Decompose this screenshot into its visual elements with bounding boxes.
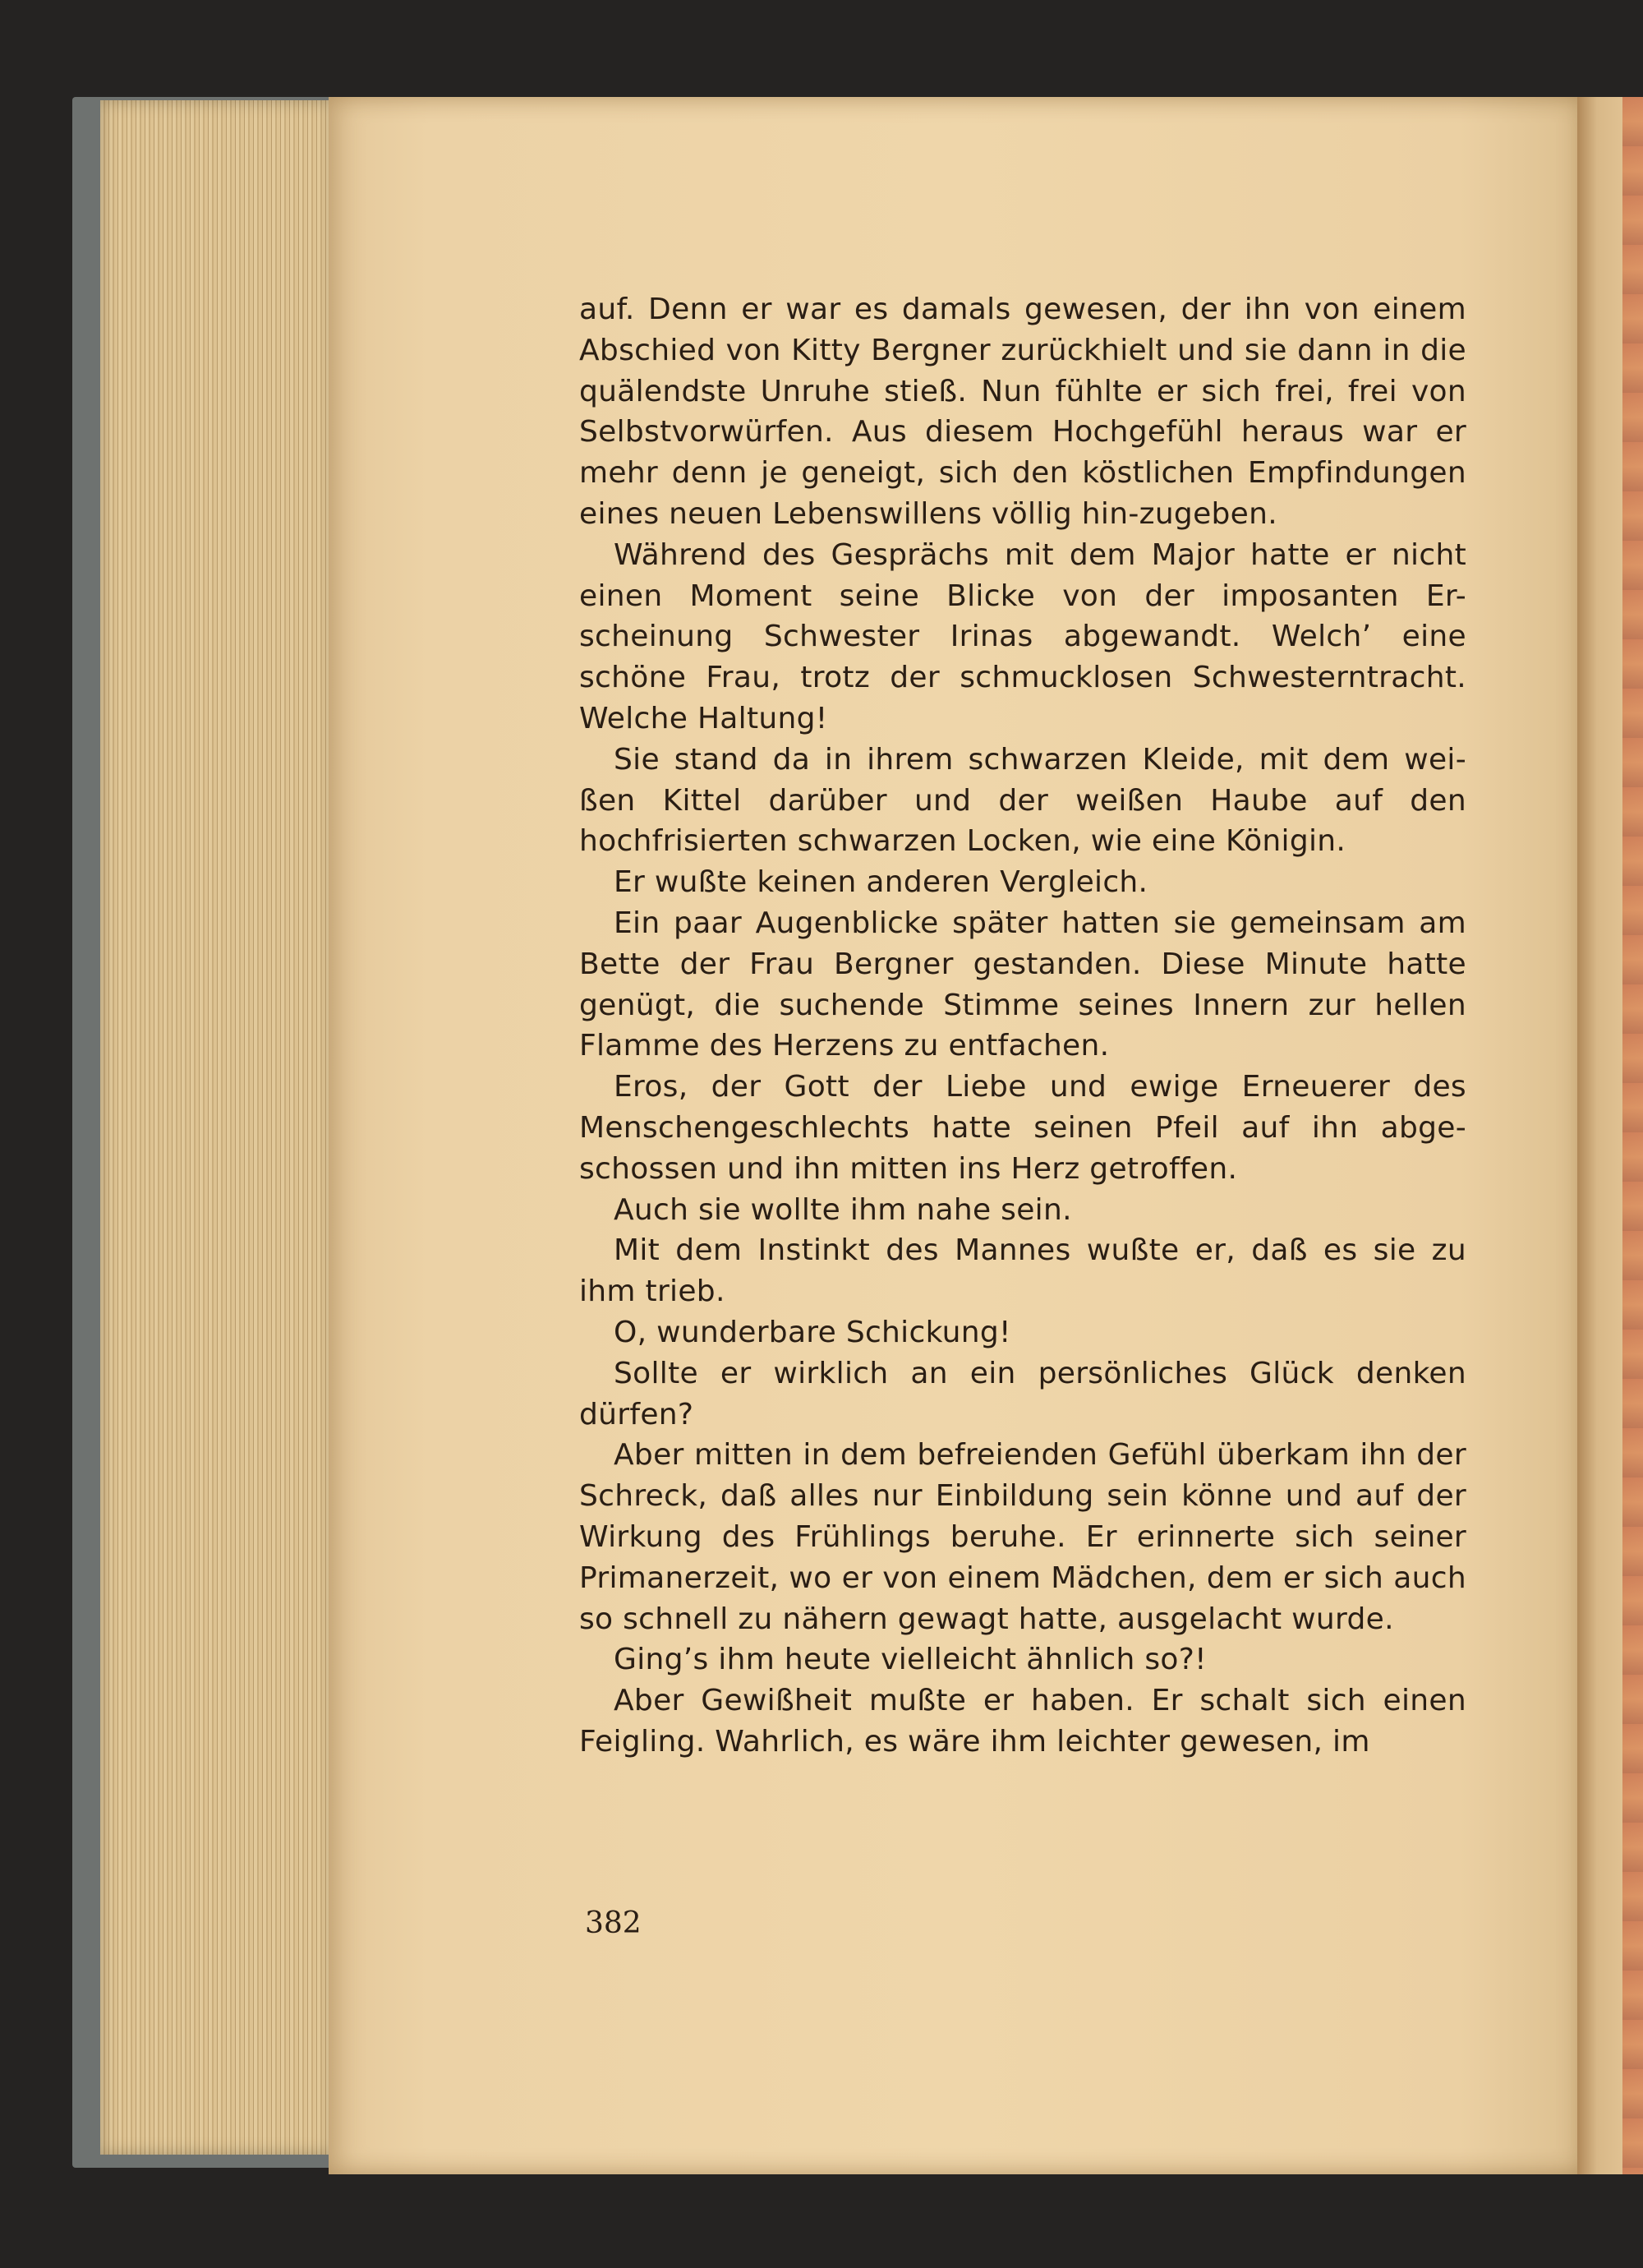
paragraph: Während des Gesprächs mit dem Major hatte er nicht einen Moment seine Blicke von der imposanten Er-scheinung Schwester Irinas abgewandt. Welch’ eine schöne Frau, trotz der schmucklosen Schwesterntracht. Welche Haltung! [579, 537, 1466, 735]
paragraph: Mit dem Instinkt des Mannes wußte er, daß es sie zu ihm trieb. [579, 1233, 1466, 1309]
body-text [579, 289, 1466, 1763]
page-edges-stack [100, 100, 334, 2155]
paragraph: Er wußte keinen anderen Vergleich. [614, 865, 1148, 900]
paragraph: Ein paar Augenblicke später hatten sie gemeinsam am Bette der Frau Bergner gestanden. Diese Minute hatte genügt, die suchende Stimme seines Innern zur hellen Flamme des Herzens zu entfachen. [579, 906, 1466, 1063]
paragraph: Ging’s ihm heute vielleicht ähnlich so?! [614, 1643, 1207, 1677]
paragraph: Sollte er wirklich an ein persönliches Glück denken dürfen? [579, 1356, 1466, 1431]
paragraph: Sie stand da in ihrem schwarzen Kleide, mit dem wei-ßen Kittel darüber und der weißen Haube auf den hochfrisierten schwarzen Locken, wie eine Königin. [579, 742, 1466, 859]
paragraph: Aber Gewißheit mußte er haben. Er schalt sich einen Feigling. Wahrlich, es wäre ihm leichter gewesen, im [579, 1684, 1466, 1759]
paragraph: Auch sie wollte ihm nahe sein. [614, 1192, 1072, 1227]
facing-page-edge [1622, 97, 1643, 2174]
paragraph: Eros, der Gott der Liebe und ewige Erneuerer des Menschengeschlechts hatte seinen Pfeil auf ihn abge-schossen und ihn mitten ins Herz getroffen. [579, 1070, 1466, 1186]
paragraph: Aber mitten in dem befreienden Gefühl überkam ihn der Schreck, daß alles nur Einbildung sein könne und auf der Wirkung des Frühlings beruhe. Er erinnerte sich seiner Primanerzeit, wo er von einem Mädchen, dem er sich auch so schnell zu nähern gewagt hatte, ausgelacht wurde. [579, 1438, 1466, 1636]
paragraph: O, wunderbare Schickung! [614, 1315, 1011, 1349]
page-number: 382 [585, 1906, 642, 1940]
paragraph: auf. Denn er war es damals gewesen, der ihn von einem Abschied von Kitty Bergner zurückhielt und sie dann in die quälendste Unruhe stieß. Nun fühlte er sich frei, frei von Selbstvorwürfen. Aus diesem Hochgefühl heraus war er mehr denn je geneigt, sich den köstlichen Empfindungen eines neuen Lebenswillens völlig hin-zugeben. [579, 293, 1466, 531]
